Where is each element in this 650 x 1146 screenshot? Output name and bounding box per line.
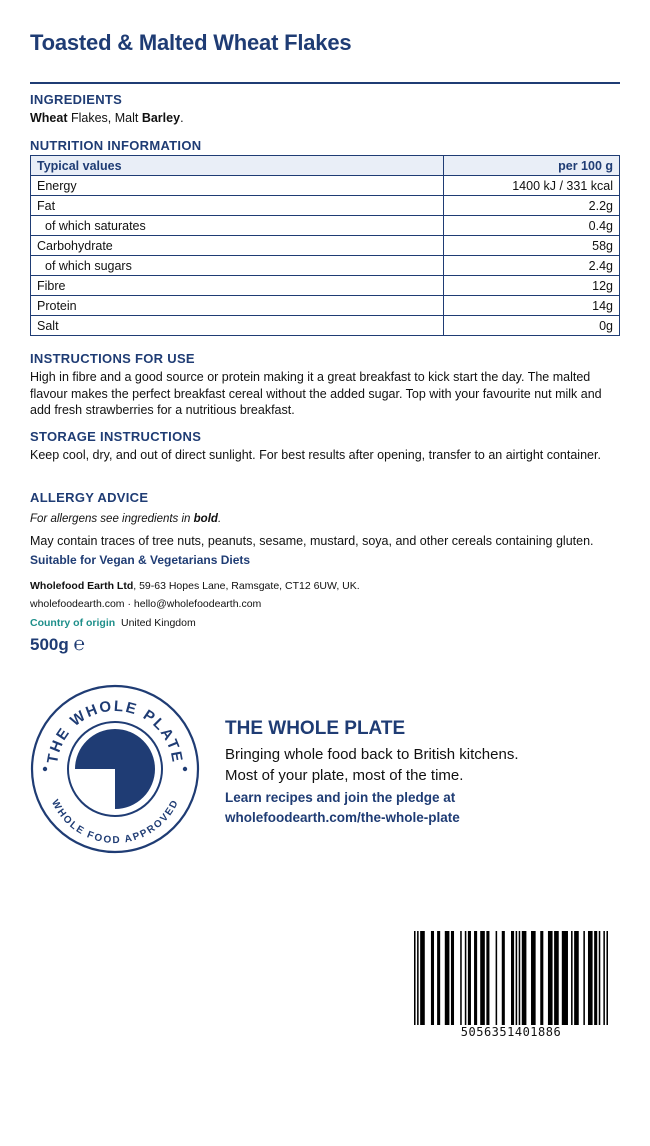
barcode-bar [522,931,527,1025]
barcode-bar [465,931,467,1025]
row-label: Protein [31,296,444,316]
barcode-bar [588,931,593,1025]
badge-dot-icon [43,767,47,771]
table-row [31,276,620,296]
ingredient-text-end: . [180,111,184,125]
product-title: Toasted & Malted Wheat Flakes [30,30,352,55]
barcode-bar [562,931,568,1025]
plate-pie-icon [75,729,155,809]
allergy-heading: ALLERGY ADVICE [30,490,149,505]
table-row [31,176,620,196]
barcode-number: 5056351401886 [460,1025,562,1039]
ingredients-heading: INGREDIENTS [30,92,123,107]
barcode-bar [417,931,419,1025]
row-label: Carbohydrate [31,236,444,256]
barcode-bar [548,931,553,1025]
barcode-bar [540,931,543,1025]
estimated-mark-icon: ℮ [73,634,85,655]
barcode-bar [599,931,601,1025]
row-label: of which sugars [31,256,444,276]
barcode-bar [445,931,450,1025]
row-value: 0g [444,316,620,336]
badge-dot-icon [183,767,187,771]
barcode-bar [420,931,425,1025]
company-address [30,580,620,592]
table-header-row [31,156,620,176]
badge-top-text: THE WHOLE PLATE [44,697,186,765]
nutrition-table [30,155,620,336]
storage-heading: STORAGE INSTRUCTIONS [30,429,202,444]
nutrition-heading: NUTRITION INFORMATION [30,138,202,153]
row-label: of which saturates [31,216,444,236]
barcode-bar [451,931,454,1025]
barcode-bar [414,931,416,1025]
barcode-bar [583,931,585,1025]
net-weight [30,634,620,656]
barcode-bar [496,931,498,1025]
barcode-bar [554,931,559,1025]
storage-text: Keep cool, dry, and out of direct sunlight. For best results after opening, transfer to an airtight container. [30,448,601,462]
company-name: Wholefood Earth Ltd [30,580,134,592]
ingredient-text-part: Flakes, Malt [67,111,142,125]
barcode-bar [531,931,536,1025]
plate-link-url[interactable]: wholefoodearth.com/the-whole-plate [225,809,460,825]
barcode-bar [474,931,477,1025]
origin-value: United Kingdom [121,617,196,629]
table-row [31,196,620,216]
barcode-bar [603,931,605,1025]
barcode-bar [516,931,518,1025]
barcode-bar [460,931,462,1025]
barcode-bar [574,931,579,1025]
table-row [31,316,620,336]
barcode-bar [571,931,573,1025]
row-value: 1400 kJ / 331 kcal [444,176,620,196]
barcode-bar [511,931,514,1025]
row-value: 0.4g [444,216,620,236]
company-address-text: , 59-63 Hopes Lane, Ramsgate, CT12 6UW, UK. [133,580,360,592]
allergy-note-bold: bold [193,513,218,525]
row-value: 2.4g [444,256,620,276]
plate-line-1: Bringing whole food back to British kitchens. [225,746,519,763]
barcode-bar [486,931,489,1025]
row-label: Salt [31,316,444,336]
barcode-bar [480,931,485,1025]
allergy-traces: May contain traces of tree nuts, peanuts, sesame, mustard, soya, and other cereals containing gluten. [30,534,594,548]
instructions-heading: INSTRUCTIONS FOR USE [30,351,195,366]
barcode-bar [437,931,440,1025]
plate-line-2: Most of your plate, most of the time. [225,767,464,784]
allergy-note [30,513,620,525]
row-value: 2.2g [444,196,620,216]
barcode-bar [431,931,434,1025]
table-row [31,216,620,236]
badge-bottom-text: WHOLE FOOD APPROVED [48,798,182,847]
barcode-bar [502,931,505,1025]
header-value: per 100 g [444,156,620,176]
row-label: Fat [31,196,444,216]
allergy-note-suffix: . [217,513,222,525]
origin-label: Country of origin [30,617,116,629]
plate-link-line-1: Learn recipes and join the pledge at [225,790,456,805]
company-contact: wholefoodearth.com · hello@wholefoodearth.com [30,598,262,610]
barcode-bar [594,931,597,1025]
header-label: Typical values [31,156,444,176]
table-row [31,296,620,316]
row-value: 12g [444,276,620,296]
plate-link[interactable] [225,788,460,827]
ingredient-wheat: Wheat [30,111,68,125]
whole-plate-badge [30,684,200,854]
allergy-note-prefix: For allergens see ingredients in [30,513,194,525]
instructions-text: High in fibre and a good source or protein making it a great breakfast to kick start the day. The malted flavour makes the perfect breakfast cereal without the added sugar. Top with your favourite nut milk and add fresh strawberries for a nutritious breakfast. [30,370,602,417]
ingredient-barley: Barley [141,111,181,125]
barcode-bar [606,931,608,1025]
weight-value: 500g [30,635,69,654]
row-value: 58g [444,236,620,256]
table-row [31,236,620,256]
table-row [31,256,620,276]
barcode-bar [519,931,521,1025]
row-value: 14g [444,296,620,316]
plate-title: THE WHOLE PLATE [225,718,406,739]
ingredients-text [30,110,620,127]
barcode [414,931,608,1025]
row-label: Energy [31,176,444,196]
barcode-bar [468,931,471,1025]
suitable-diets: Suitable for Vegan & Vegetarians Diets [30,553,251,567]
country-of-origin [30,617,620,629]
title-divider [30,82,620,84]
plate-tagline [225,744,519,786]
row-label: Fibre [31,276,444,296]
